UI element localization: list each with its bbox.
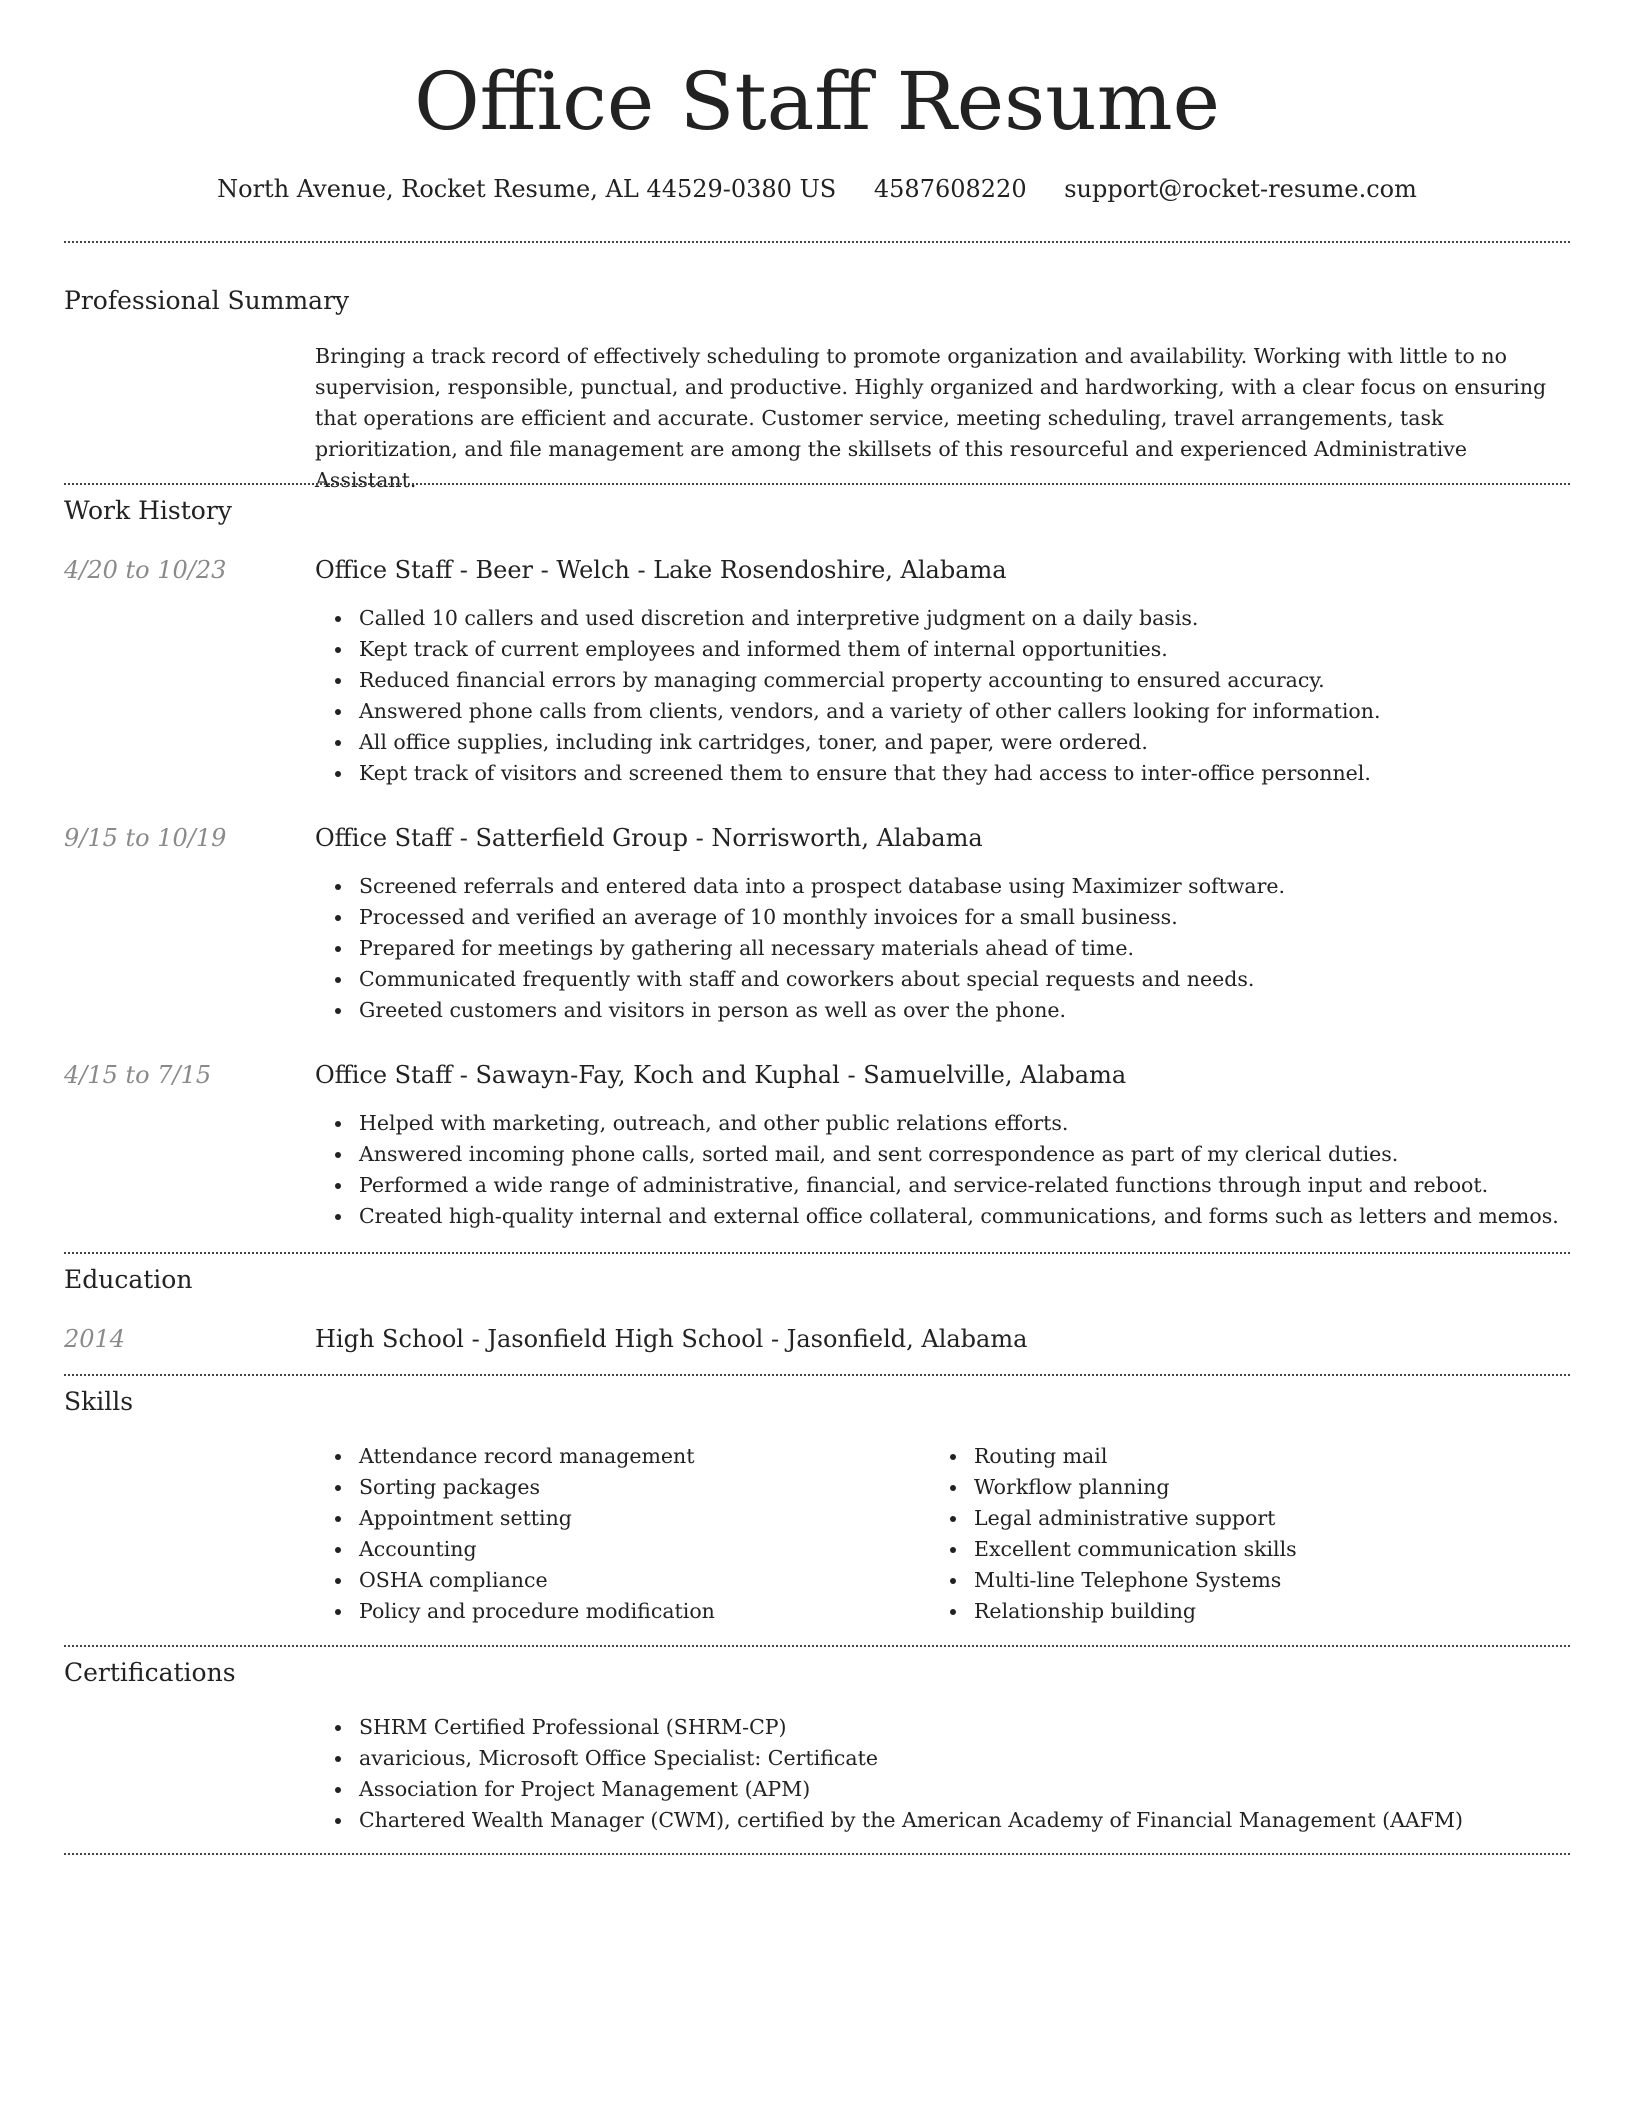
list-item: avaricious, Microsoft Office Specialist: Certificate	[315, 1743, 1565, 1774]
list-item: Routing mail	[930, 1441, 1632, 1472]
resume-page	[64, 0, 1570, 2112]
section-divider	[64, 1853, 1570, 1855]
list-item: Appointment setting	[315, 1503, 1565, 1534]
work-history-heading: Work History	[64, 496, 232, 525]
list-item: SHRM Certified Professional (SHRM-CP)	[315, 1712, 1565, 1743]
list-item: All office supplies, including ink cartridges, toner, and paper, were ordered.	[315, 727, 1565, 758]
list-item: Called 10 callers and used discretion and interpretive judgment on a daily basis.	[315, 603, 1565, 634]
list-item: Answered incoming phone calls, sorted mail, and sent correspondence as part of my clerical duties.	[315, 1139, 1565, 1170]
job-dates: 4/15 to 7/15	[64, 1061, 212, 1089]
list-item: Relationship building	[930, 1596, 1632, 1627]
list-item: Sorting packages	[315, 1472, 1565, 1503]
education-date: 2014	[64, 1325, 126, 1353]
section-divider	[64, 1374, 1570, 1376]
job-duties-list	[315, 603, 1565, 789]
section-divider	[64, 483, 1570, 485]
list-item: Excellent communication skills	[930, 1534, 1632, 1565]
job-duties-list	[315, 1108, 1565, 1232]
section-divider	[64, 1645, 1570, 1647]
list-item: Accounting	[315, 1534, 1565, 1565]
list-item: Multi-line Telephone Systems	[930, 1565, 1632, 1596]
job-dates: 9/15 to 10/19	[64, 824, 227, 852]
list-item: Greeted customers and visitors in person as well as over the phone.	[315, 995, 1565, 1026]
list-item: Answered phone calls from clients, vendors, and a variety of other callers looking for information.	[315, 696, 1565, 727]
section-divider	[64, 1252, 1570, 1254]
list-item: Association for Project Management (APM)	[315, 1774, 1565, 1805]
education-title: High School - Jasonfield High School - Jasonfield, Alabama	[315, 1325, 1028, 1353]
job-dates: 4/20 to 10/23	[64, 556, 227, 584]
list-item: Kept track of visitors and screened them to ensure that they had access to inter-office personnel.	[315, 758, 1565, 789]
list-item: Screened referrals and entered data into a prospect database using Maximizer software.	[315, 871, 1565, 902]
skills-list-right	[930, 1441, 1632, 1627]
list-item: Communicated frequently with staff and coworkers about special requests and needs.	[315, 964, 1565, 995]
list-item: Reduced financial errors by managing commercial property accounting to ensured accuracy.	[315, 665, 1565, 696]
list-item: Processed and verified an average of 10 monthly invoices for a small business.	[315, 902, 1565, 933]
list-item: Kept track of current employees and informed them of internal opportunities.	[315, 634, 1565, 665]
skills-heading: Skills	[64, 1387, 134, 1416]
list-item: Helped with marketing, outreach, and other public relations efforts.	[315, 1108, 1565, 1139]
list-item: Chartered Wealth Manager (CWM), certified by the American Academy of Financial Management (AAFM)	[315, 1805, 1565, 1836]
list-item: Workflow planning	[930, 1472, 1632, 1503]
contact-email: support@rocket-resume.com	[1064, 175, 1417, 203]
contact-address: North Avenue, Rocket Resume, AL 44529-0380 US	[217, 175, 837, 203]
section-divider	[64, 241, 1570, 243]
certifications-heading: Certifications	[64, 1658, 236, 1687]
certifications-list	[315, 1712, 1565, 1836]
job-title: Office Staff - Sawayn-Fay, Koch and Kuphal - Samuelville, Alabama	[315, 1061, 1127, 1089]
summary-text: Bringing a track record of effectively scheduling to promote organization and availability. Working with little to no supervision, responsible, punctual, and productive. Highly organized and hardworking, with a clear focus on ensuring that operations are efficient and accurate. Customer service, meeting scheduling, travel arrangements, task prioritization, and file management are among the skillsets of this resourceful and experienced Administrative Assistant.	[315, 344, 1547, 492]
education-heading: Education	[64, 1265, 193, 1294]
resume-title: Office Staff Resume	[414, 55, 1220, 148]
list-item: Policy and procedure modification	[315, 1596, 1565, 1627]
list-item: OSHA compliance	[315, 1565, 1565, 1596]
list-item: Legal administrative support	[930, 1503, 1632, 1534]
list-item: Performed a wide range of administrative, financial, and service-related functions through input and reboot.	[315, 1170, 1565, 1201]
contact-phone: 4587608220	[873, 175, 1027, 203]
job-title: Office Staff - Beer - Welch - Lake Rosendoshire, Alabama	[315, 556, 1007, 584]
list-item: Created high-quality internal and external office collateral, communications, and forms such as letters and memos.	[315, 1201, 1565, 1232]
contact-line	[64, 170, 1570, 208]
job-title: Office Staff - Satterfield Group - Norrisworth, Alabama	[315, 824, 983, 852]
list-item: Prepared for meetings by gathering all necessary materials ahead of time.	[315, 933, 1565, 964]
job-duties-list	[315, 871, 1565, 1026]
summary-heading: Professional Summary	[64, 286, 350, 315]
list-item: Attendance record management	[315, 1441, 1565, 1472]
